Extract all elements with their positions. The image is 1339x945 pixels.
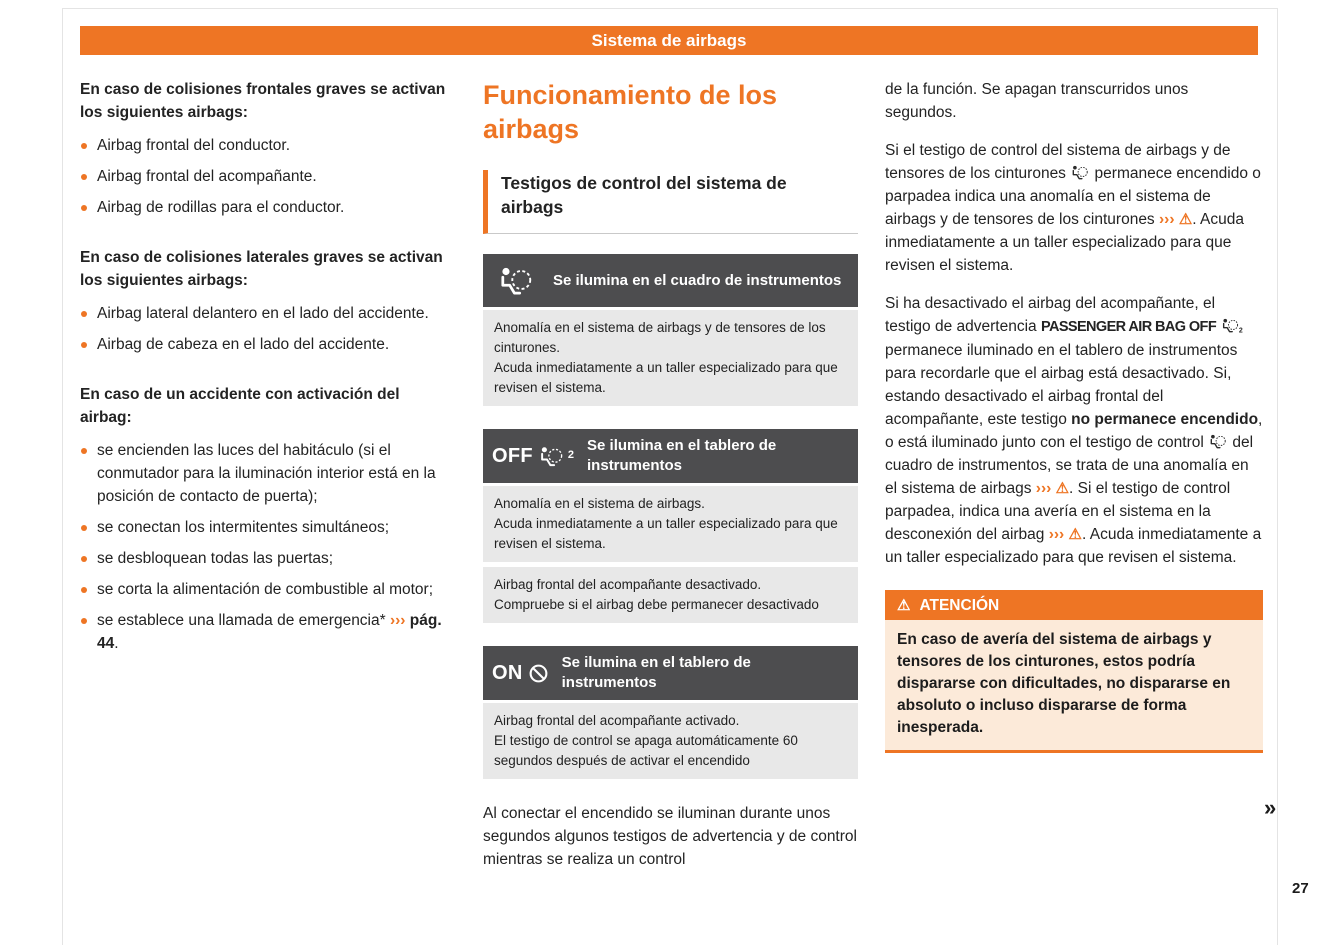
body-line: Acuda inmediatamente a un taller especializado para que revisen el sistema. <box>494 360 838 395</box>
body-line: Acuda inmediatamente a un taller especializado para que revisen el sistema. <box>494 516 838 551</box>
list-item: Airbag frontal del acompañante. <box>80 165 446 188</box>
section-title: Funcionamiento de los airbags <box>483 80 778 144</box>
indicator-body <box>483 703 858 779</box>
bullet-list-lateral <box>80 302 446 356</box>
airbag-warning-icon <box>1070 162 1090 185</box>
right-column <box>885 78 1263 753</box>
paragraph: Al conectar el encendido se iluminan durante unos segundos algunos testigos de advertencia y de control mientras se realiza un control <box>483 805 857 868</box>
list-item: Airbag de cabeza en el lado del accidente. <box>80 333 446 356</box>
continuation-mark: » <box>1264 795 1277 820</box>
on-label: ON <box>492 661 523 684</box>
page-number: 27 <box>1292 880 1309 897</box>
list-item: se conectan los intermitentes simultáneos; <box>80 516 446 539</box>
indicator-header-text: Se ilumina en el cuadro de instrumentos <box>553 271 842 289</box>
indicator-table-header <box>483 254 858 307</box>
list-item: Airbag de rodillas para el conductor. <box>80 196 446 219</box>
list-item: se desbloquean todas las puertas; <box>80 547 446 570</box>
indicator-header-text: Se ilumina en el tablero de instrumentos <box>587 437 777 474</box>
left-column <box>80 78 446 682</box>
text-segment: se establece una llamada de emergencia* <box>97 612 390 629</box>
off-subscript: 2 <box>567 449 575 461</box>
text-segment: . <box>114 635 119 652</box>
list-item: Airbag frontal del conductor. <box>80 134 446 157</box>
off-label: OFF <box>492 444 533 467</box>
paragraph: de la función. Se apagan transcurridos unos segundos. <box>885 81 1189 121</box>
warning-triangle-icon: ⚠ <box>897 596 911 614</box>
text-segment: no permanece encendido <box>1071 411 1259 428</box>
paragraph <box>885 292 1263 569</box>
body-line: Compruebe si el airbag debe permanecer desactivado <box>494 597 819 612</box>
chapter-header-bar <box>80 26 1258 55</box>
cross-reference[interactable]: ››› <box>1035 480 1052 497</box>
bullet-list-activation <box>80 439 446 655</box>
text-segment: . Si el testigo de control parpadea, indica una avería en el sistema en la desconexión del airbag <box>885 480 1231 543</box>
indicator-table-warning <box>483 254 858 406</box>
warning-triangle-icon: ⚠ <box>1068 526 1082 543</box>
text-segment: Si el testigo de control del sistema de airbags y de tensores de los cinturones <box>885 142 1231 182</box>
body-line: Anomalía en el sistema de airbags. <box>494 496 705 511</box>
middle-column <box>483 78 858 871</box>
airbag-warning-icon <box>1208 431 1228 454</box>
indicator-table-header <box>483 646 858 700</box>
text-segment: PASSENGER AIR BAG OFF <box>1040 319 1217 335</box>
cross-reference[interactable]: ››› <box>1048 526 1065 543</box>
text-segment: pág. 44 <box>97 612 442 652</box>
caution-box <box>885 590 1263 753</box>
text-segment: , o está iluminado junto con el testigo de control <box>885 411 1263 451</box>
airbag-off-icon <box>483 429 583 483</box>
warning-triangle-icon: ⚠ <box>1055 480 1070 497</box>
cross-reference[interactable]: ››› <box>1159 211 1175 228</box>
chapter-title: Sistema de airbags <box>591 30 747 50</box>
list-heading-frontal: En caso de colisiones frontales graves se activan los siguientes airbags: <box>80 81 446 121</box>
indicator-table-header <box>483 429 858 483</box>
indicator-table-off <box>483 429 858 623</box>
body-line: Airbag frontal del acompañante desactivado. <box>494 577 762 592</box>
text-segment: permanece iluminado en el tablero de instrumentos para recordarle que el airbag está desactivado. Si, estando desactivado el airbag frontal del acompañante, este testigo <box>885 342 1238 428</box>
list-item: se corta la alimentación de combustible al motor; <box>80 578 446 601</box>
list-heading-lateral: En caso de colisiones laterales graves se activan los siguientes airbags: <box>80 249 443 289</box>
list-item <box>80 609 446 655</box>
caution-header <box>885 590 1263 620</box>
indicator-body <box>483 567 858 623</box>
indicator-header-text: Se ilumina en el tablero de instrumentos <box>561 654 751 691</box>
airbag-warning-icon <box>483 254 549 307</box>
airbag-off-small-icon <box>1220 315 1245 338</box>
text-segment: permanece encendido o parpadea indica una anomalía en el sistema de airbags y de tensores de los cinturones <box>885 165 1261 228</box>
indicator-body <box>483 486 858 562</box>
warning-triangle-icon: ⚠ <box>1178 211 1193 228</box>
caution-title: ATENCIÓN <box>919 596 1000 614</box>
text-segment: del cuadro de instrumentos, se trata de una anomalía en el sistema de airbags <box>885 434 1254 497</box>
caution-body: En caso de avería del sistema de airbags y tensores de los cinturones, estos podría dispararse con dificultades, no dispararse en absoluto o incluso dispararse de forma inesperada. <box>885 620 1263 753</box>
svg-text:2: 2 <box>1239 327 1244 333</box>
subsection-title: Testigos de control del sistema de airbags <box>483 170 858 234</box>
indicator-body <box>483 310 858 406</box>
bullet-list-frontal <box>80 134 446 219</box>
body-line: Airbag frontal del acompañante activado. <box>494 713 740 728</box>
list-item: Airbag lateral delantero en el lado del accidente. <box>80 302 446 325</box>
list-item: se encienden las luces del habitáculo (si el conmutador para la iluminación interior está en la posición de contacto de puerta); <box>80 439 446 508</box>
body-line: El testigo de control se apaga automáticamente 60 segundos después de activar el encendido <box>494 733 798 768</box>
circle-slash-icon <box>483 646 558 700</box>
indicator-table-on <box>483 646 858 779</box>
body-line: Anomalía en el sistema de airbags y de tensores de los cinturones. <box>494 320 826 355</box>
text-segment: . Acuda inmediatamente a un taller especializado para que revisen el sistema. <box>885 211 1244 274</box>
text-segment: Si ha desactivado el airbag del acompañante, el testigo de advertencia <box>885 295 1216 335</box>
paragraph <box>885 139 1263 277</box>
text-segment: . Acuda inmediatamente a un taller especializado para que revisen el sistema. <box>885 526 1262 566</box>
list-heading-activation: En caso de un accidente con activación del airbag: <box>80 386 400 426</box>
cross-reference[interactable]: ››› <box>389 612 406 629</box>
